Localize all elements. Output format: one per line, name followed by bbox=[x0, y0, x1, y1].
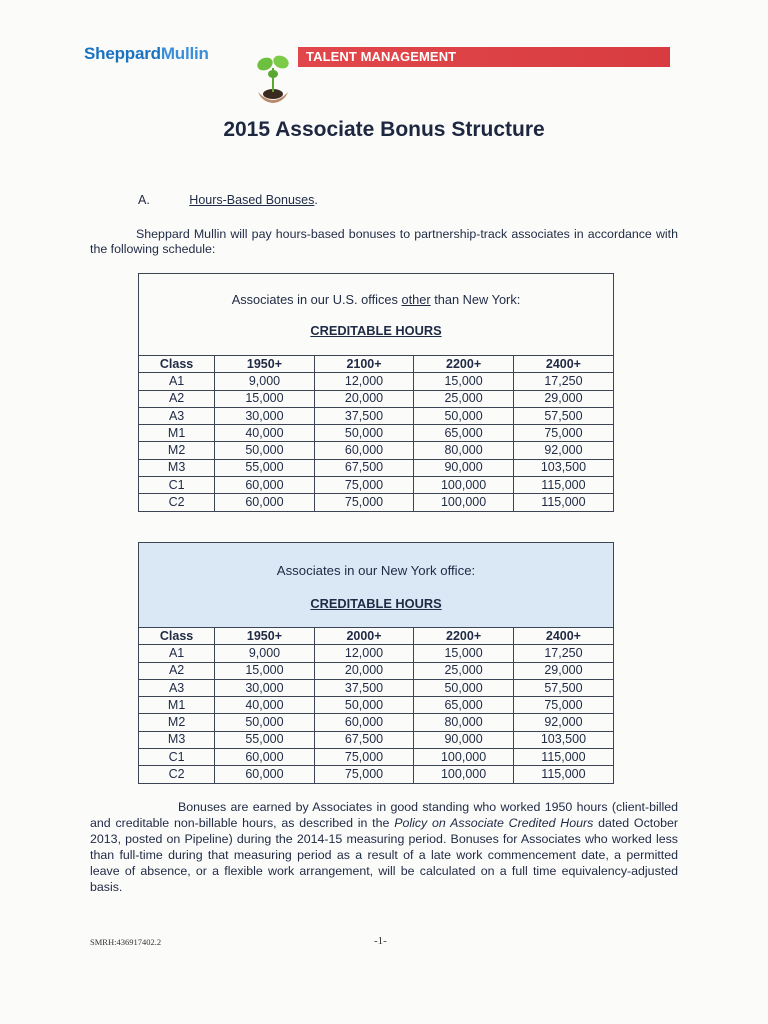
table-row bbox=[139, 373, 613, 390]
section-letter: A. bbox=[138, 193, 150, 207]
class-cell: A3 bbox=[139, 407, 215, 424]
bonus-cell: 100,000 bbox=[414, 477, 514, 494]
bonus-cell: 75,000 bbox=[314, 494, 414, 511]
bonus-cell: 115,000 bbox=[513, 749, 613, 766]
table-header-block bbox=[139, 274, 613, 355]
class-cell: M1 bbox=[139, 697, 215, 714]
bonus-cell: 12,000 bbox=[314, 645, 414, 662]
bonus-cell: 9,000 bbox=[215, 645, 315, 662]
table-row bbox=[139, 407, 613, 424]
bonus-cell: 57,500 bbox=[513, 407, 613, 424]
bonus-cell: 103,500 bbox=[513, 731, 613, 748]
bonus-cell: 75,000 bbox=[314, 749, 414, 766]
class-cell: A1 bbox=[139, 373, 215, 390]
bonus-cell: 75,000 bbox=[314, 766, 414, 783]
bonus-cell: 29,000 bbox=[513, 662, 613, 679]
class-cell: C1 bbox=[139, 477, 215, 494]
class-cell: A2 bbox=[139, 662, 215, 679]
bonus-cell: 60,000 bbox=[314, 714, 414, 731]
column-header: 2400+ bbox=[513, 628, 613, 645]
bonus-cell: 9,000 bbox=[215, 373, 315, 390]
bonus-cell: 100,000 bbox=[414, 494, 514, 511]
bonus-cell: 40,000 bbox=[215, 697, 315, 714]
bonus-cell: 75,000 bbox=[513, 425, 613, 442]
column-header: 1950+ bbox=[215, 356, 315, 373]
bonus-cell: 60,000 bbox=[215, 477, 315, 494]
class-cell: M1 bbox=[139, 425, 215, 442]
class-cell: A2 bbox=[139, 390, 215, 407]
document-id: SMRH:436917402.2 bbox=[90, 937, 162, 947]
table-row bbox=[139, 494, 613, 511]
bonus-table-new-york bbox=[138, 542, 614, 784]
table-header-block bbox=[139, 543, 613, 627]
bonus-cell: 50,000 bbox=[314, 697, 414, 714]
closing-paragraph bbox=[90, 799, 678, 895]
bonus-cell: 103,500 bbox=[513, 459, 613, 476]
bonus-cell: 60,000 bbox=[215, 494, 315, 511]
bonus-cell: 80,000 bbox=[414, 442, 514, 459]
table-subtitle: CREDITABLE HOURS bbox=[310, 323, 442, 338]
bonus-cell: 100,000 bbox=[414, 766, 514, 783]
bonus-cell: 12,000 bbox=[314, 373, 414, 390]
table-row bbox=[139, 477, 613, 494]
table-row bbox=[139, 697, 613, 714]
table-row bbox=[139, 459, 613, 476]
class-cell: M2 bbox=[139, 442, 215, 459]
bonus-cell: 67,500 bbox=[314, 459, 414, 476]
bonus-cell: 92,000 bbox=[513, 442, 613, 459]
bonus-cell: 90,000 bbox=[414, 731, 514, 748]
firm-logo bbox=[84, 44, 209, 64]
bonus-cell: 67,500 bbox=[314, 731, 414, 748]
bonus-cell: 30,000 bbox=[215, 679, 315, 696]
column-header: Class bbox=[139, 356, 215, 373]
column-header: 2200+ bbox=[414, 628, 514, 645]
bonus-cell: 50,000 bbox=[414, 679, 514, 696]
column-header: 2000+ bbox=[314, 628, 414, 645]
seedling-in-hands-icon bbox=[250, 46, 296, 108]
caption-post: than New York: bbox=[430, 292, 521, 307]
section-heading bbox=[138, 193, 318, 207]
bonus-table-us-offices bbox=[138, 273, 614, 512]
bonus-cell: 50,000 bbox=[414, 407, 514, 424]
bonus-cell: 65,000 bbox=[414, 425, 514, 442]
bonus-cell: 50,000 bbox=[215, 714, 315, 731]
policy-title: Policy on Associate Credited Hours bbox=[394, 816, 594, 830]
bonus-cell: 55,000 bbox=[215, 731, 315, 748]
class-cell: M2 bbox=[139, 714, 215, 731]
bonus-cell: 50,000 bbox=[215, 442, 315, 459]
bonus-cell: 115,000 bbox=[513, 766, 613, 783]
table-row bbox=[139, 425, 613, 442]
bonus-cell: 75,000 bbox=[513, 697, 613, 714]
section-heading-suffix: . bbox=[314, 193, 318, 207]
class-cell: C2 bbox=[139, 494, 215, 511]
column-header-row bbox=[139, 628, 613, 645]
caption-pre: Associates in our U.S. offices bbox=[231, 292, 402, 307]
closing-part-2: dated October 2013, posted on Pipeline) during the 2014-15 measuring period. Bonuses for Associates who worked less than full-time during that measuring period as a result of a late work commencement date, a permitted leave of absence, or a flexible work arrangement, will be calculated on a full time equivalency-adjusted basis. bbox=[90, 816, 679, 894]
bonus-cell: 115,000 bbox=[513, 477, 613, 494]
table-row bbox=[139, 714, 613, 731]
bonus-cell: 25,000 bbox=[414, 662, 514, 679]
bonus-cell: 15,000 bbox=[215, 390, 315, 407]
bonus-cell: 37,500 bbox=[314, 679, 414, 696]
talent-management-banner: TALENT MANAGEMENT bbox=[298, 47, 670, 67]
bonus-cell: 29,000 bbox=[513, 390, 613, 407]
table-row bbox=[139, 731, 613, 748]
bonus-cell: 60,000 bbox=[314, 442, 414, 459]
class-cell: M3 bbox=[139, 731, 215, 748]
caption-underlined: other bbox=[401, 292, 431, 307]
bonus-cell: 55,000 bbox=[215, 459, 315, 476]
bonus-cell: 40,000 bbox=[215, 425, 315, 442]
intro-paragraph: Sheppard Mullin will pay hours-based bonuses to partnership-track associates in accordance with the following schedule: bbox=[90, 227, 678, 256]
column-header-row bbox=[139, 356, 613, 373]
bonus-cell: 25,000 bbox=[414, 390, 514, 407]
table-subtitle: CREDITABLE HOURS bbox=[310, 596, 442, 611]
bonus-cell: 92,000 bbox=[513, 714, 613, 731]
class-cell: M3 bbox=[139, 459, 215, 476]
logo-part-sheppard: Sheppard bbox=[84, 44, 161, 63]
bonus-cell: 37,500 bbox=[314, 407, 414, 424]
bonus-cell: 15,000 bbox=[215, 662, 315, 679]
bonus-grid bbox=[139, 355, 613, 511]
bonus-grid bbox=[139, 627, 613, 783]
class-cell: A1 bbox=[139, 645, 215, 662]
table-row bbox=[139, 442, 613, 459]
bonus-cell: 115,000 bbox=[513, 494, 613, 511]
table-row bbox=[139, 749, 613, 766]
class-cell: C2 bbox=[139, 766, 215, 783]
bonus-cell: 15,000 bbox=[414, 373, 514, 390]
bonus-cell: 100,000 bbox=[414, 749, 514, 766]
bonus-cell: 60,000 bbox=[215, 749, 315, 766]
bonus-cell: 50,000 bbox=[314, 425, 414, 442]
table-row bbox=[139, 662, 613, 679]
bonus-cell: 60,000 bbox=[215, 766, 315, 783]
bonus-cell: 75,000 bbox=[314, 477, 414, 494]
page-title: 2015 Associate Bonus Structure bbox=[223, 118, 545, 141]
section-heading-text: Hours-Based Bonuses bbox=[189, 193, 315, 207]
bonus-cell: 90,000 bbox=[414, 459, 514, 476]
table-row bbox=[139, 645, 613, 662]
column-header: Class bbox=[139, 628, 215, 645]
column-header: 2200+ bbox=[414, 356, 514, 373]
table-row bbox=[139, 766, 613, 783]
table-caption: Associates in our New York office: bbox=[276, 563, 476, 578]
column-header: 2100+ bbox=[314, 356, 414, 373]
bonus-cell: 20,000 bbox=[314, 390, 414, 407]
bonus-cell: 30,000 bbox=[215, 407, 315, 424]
column-header: 1950+ bbox=[215, 628, 315, 645]
table-caption bbox=[139, 292, 613, 307]
table-row bbox=[139, 679, 613, 696]
table-row bbox=[139, 390, 613, 407]
logo-part-mullin: Mullin bbox=[160, 44, 209, 63]
bonus-cell: 17,250 bbox=[513, 373, 613, 390]
bonus-cell: 20,000 bbox=[314, 662, 414, 679]
class-cell: A3 bbox=[139, 679, 215, 696]
closing-part-1: Bonuses are earned by Associates in good standing who worked 1950 hours (client-billed and creditable non-billable hours, as described in the bbox=[90, 800, 678, 830]
bonus-cell: 65,000 bbox=[414, 697, 514, 714]
page-header bbox=[84, 42, 674, 108]
column-header: 2400+ bbox=[513, 356, 613, 373]
bonus-cell: 15,000 bbox=[414, 645, 514, 662]
bonus-cell: 17,250 bbox=[513, 645, 613, 662]
bonus-cell: 80,000 bbox=[414, 714, 514, 731]
bonus-cell: 57,500 bbox=[513, 679, 613, 696]
page-number: -1- bbox=[374, 935, 387, 947]
class-cell: C1 bbox=[139, 749, 215, 766]
